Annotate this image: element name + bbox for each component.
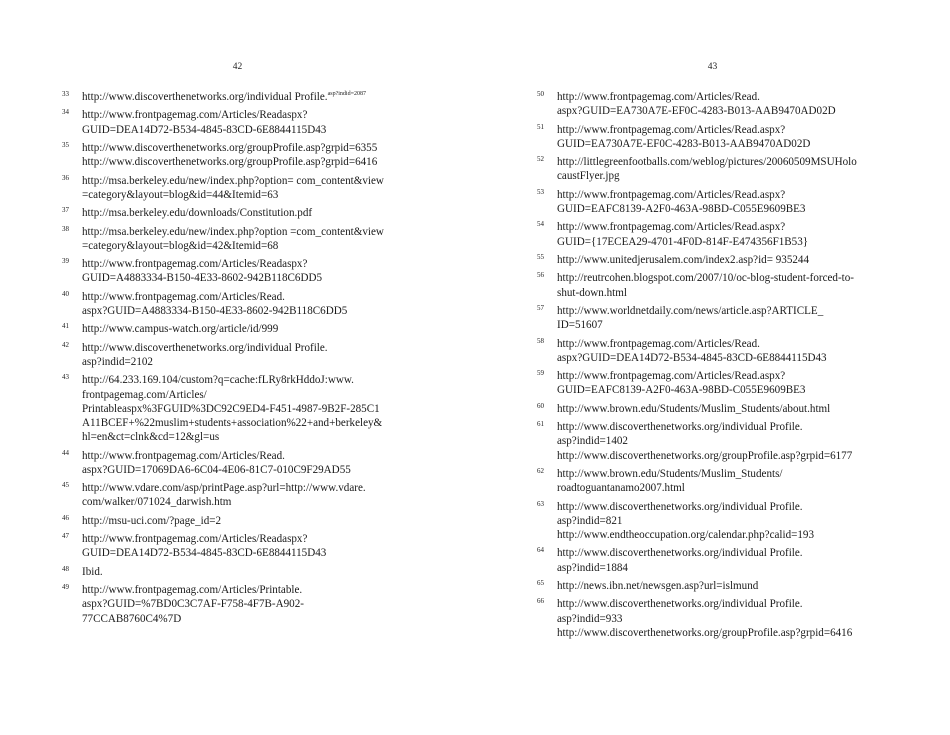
endnote-text: http://www.frontpagemag.com/Articles/Printable. <box>82 584 303 597</box>
endnote-text-line <box>82 290 432 304</box>
endnote-text: http://www.frontpagemag.com/Articles/Read. <box>557 337 760 350</box>
endnote-text: caustFlyer.jpg <box>557 170 620 183</box>
endnote-number: 39 <box>62 257 69 266</box>
endnote-number: 42 <box>62 340 69 349</box>
endnote-text-line <box>557 383 907 397</box>
endnote-text: shut-down.html <box>557 286 627 299</box>
endnote-text: http://littlegreenfootballs.com/weblog/pictures/20060509MSUHolo <box>557 156 857 169</box>
endnote-number: 33 <box>62 90 69 98</box>
endnote-text-line <box>557 402 907 416</box>
endnote-number: 56 <box>537 271 544 280</box>
endnote-text: http://www.frontpagemag.com/Articles/Read. <box>82 449 285 462</box>
endnote-superscript: asp?indid=2087 <box>327 91 366 97</box>
endnote-text: hl=en&ct=clnk&cd=12&gl=us <box>82 431 220 444</box>
endnote-text: http://www.endtheoccupation.org/calendar.php?calid=193 <box>557 528 815 541</box>
endnote-text-line <box>557 337 907 351</box>
endnote-text-line <box>82 188 432 202</box>
endnote-text: http://msa.berkeley.edu/downloads/Constitution.pdf <box>82 207 313 220</box>
endnote-text-line <box>82 206 432 220</box>
endnote-text: http://www.frontpagemag.com/Articles/Read. <box>557 91 760 103</box>
endnote-text: http://www.frontpagemag.com/Articles/Readaspx? <box>82 533 308 546</box>
endnote-number: 65 <box>537 578 544 587</box>
endnote-number: 64 <box>537 546 544 555</box>
endnote <box>62 481 432 509</box>
endnote-text-line <box>557 304 907 318</box>
endnote-text-line <box>557 202 907 216</box>
endnote-text-line <box>82 322 432 336</box>
endnote-text: http://64.233.169.104/custom?q=cache:fLRy8rkHddoJ:www. <box>82 374 354 387</box>
endnote-text: Ibid. <box>82 565 103 578</box>
endnote-text-line <box>82 239 432 253</box>
endnote <box>62 90 432 104</box>
endnote-text-line <box>82 565 432 579</box>
endnote-text-line <box>557 351 907 365</box>
endnote <box>62 373 432 444</box>
endnote-number: 63 <box>537 499 544 508</box>
endnote-text: http://www.discoverthenetworks.org/groupProfile.asp?grpid=6177 <box>557 449 853 462</box>
endnote-text: GUID=DEA14D72-B534-4845-83CD-6E8844115D43 <box>82 123 327 136</box>
endnote-text-line <box>82 546 432 560</box>
endnote-text-line <box>82 108 432 122</box>
endnote-text-line <box>557 188 907 202</box>
endnote-text: GUID=DEA14D72-B534-4845-83CD-6E8844115D43 <box>82 547 327 560</box>
endnote <box>537 337 907 365</box>
endnote-text: GUID=EA730A7E-EF0C-4283-B013-AAB9470AD02D <box>557 137 811 150</box>
endnote <box>62 341 432 369</box>
endnote <box>537 304 907 332</box>
endnote-text: http://www.frontpagemag.com/Articles/Readaspx? <box>82 109 308 122</box>
page-number: 43 <box>707 62 718 72</box>
endnote <box>537 123 907 151</box>
endnote-number: 62 <box>537 466 544 475</box>
endnote-number: 66 <box>537 597 544 606</box>
endnote-number: 46 <box>62 513 69 522</box>
endnote-number: 49 <box>62 583 69 592</box>
endnote-text-line <box>82 612 432 626</box>
endnote-text: Printableaspx%3FGUID%3DC92C9ED4-F451-4987-9B2F-285C1 <box>82 402 380 415</box>
endnote-text-line <box>82 373 432 387</box>
endnotes-list <box>62 90 432 630</box>
endnote <box>537 253 907 267</box>
endnote-text-line <box>557 449 907 463</box>
endnote-text-line <box>557 235 907 249</box>
endnote-text-line <box>82 388 432 402</box>
endnote-text-line <box>82 341 432 355</box>
endnote-text: http://www.discoverthenetworks.org/individual Profile. <box>82 341 328 354</box>
endnote <box>537 500 907 543</box>
endnote-text: com/walker/071024_darwish.htm <box>82 496 232 509</box>
endnote-text: GUID=EAFC8139-A2F0-463A-98BD-C055E9609BE3 <box>557 202 806 215</box>
endnote-text-line <box>557 579 907 593</box>
endnote-number: 43 <box>62 373 69 382</box>
endnote-text-line <box>557 253 907 267</box>
endnote-text-line <box>557 612 907 626</box>
endnote <box>537 597 907 640</box>
endnote-text-line <box>82 304 432 318</box>
right-page <box>475 0 950 735</box>
endnote <box>537 420 907 463</box>
endnote <box>537 579 907 593</box>
endnote-text-line <box>557 369 907 383</box>
endnote <box>537 467 907 495</box>
endnote-text: http://msu-uci.com/?page_id=2 <box>82 514 222 527</box>
endnote-text: http://www.frontpagemag.com/Articles/Read.aspx? <box>557 221 786 234</box>
endnote-text-line <box>82 514 432 528</box>
endnote-text: http://www.discoverthenetworks.org/groupProfile.asp?grpid=6416 <box>557 626 853 639</box>
endnote-text: GUID=EAFC8139-A2F0-463A-98BD-C055E9609BE3 <box>557 384 806 397</box>
endnote-text-line <box>557 318 907 332</box>
endnote-text: frontpagemag.com/Articles/ <box>82 388 207 401</box>
endnote <box>62 225 432 253</box>
endnote-text-line <box>557 271 907 285</box>
endnote-text: =category&layout=blog&id=44&Itemid=63 <box>82 188 279 201</box>
endnote-text: http://www.unitedjerusalem.com/index2.asp?id= 935244 <box>557 253 810 266</box>
endnote <box>62 322 432 336</box>
endnote <box>62 290 432 318</box>
endnote <box>62 565 432 579</box>
endnote <box>62 449 432 477</box>
endnote-text: aspx?GUID=DEA14D72-B534-4845-83CD-6E8844115D43 <box>557 351 827 364</box>
endnote <box>62 583 432 626</box>
endnote-text-line <box>557 286 907 300</box>
endnote-text: aspx?GUID=EA730A7E-EF0C-4283-B013-AAB9470AD02D <box>557 105 836 118</box>
endnote-number: 47 <box>62 532 69 541</box>
endnote-text: http://news.ibn.net/newsgen.asp?url=islmund <box>557 579 759 592</box>
endnote-text-line <box>557 528 907 542</box>
endnote-number: 50 <box>537 90 544 98</box>
endnote-number: 36 <box>62 173 69 182</box>
endnote-text-line <box>557 481 907 495</box>
endnote-text: ID=51607 <box>557 319 603 332</box>
endnote-text: GUID={17ECEA29-4701-4F0D-814F-E474356F1B53} <box>557 235 809 248</box>
endnote-text-line <box>82 416 432 430</box>
endnote-text-line <box>82 271 432 285</box>
endnote-text-line <box>557 104 907 118</box>
endnote <box>537 369 907 397</box>
endnote-text: aspx?GUID=17069DA6-6C04-4E06-81C7-010C9F29AD55 <box>82 463 351 476</box>
endnote-text-line <box>82 463 432 477</box>
endnote-text-line <box>82 355 432 369</box>
endnote-text-line <box>557 467 907 481</box>
endnote <box>62 174 432 202</box>
endnote-text-line <box>82 90 432 104</box>
endnote <box>537 220 907 248</box>
endnote <box>62 514 432 528</box>
endnote-text: http://www.discoverthenetworks.org/individual Profile. <box>557 547 803 560</box>
endnote-text-line <box>557 434 907 448</box>
endnote-number: 58 <box>537 336 544 345</box>
endnote-text: 77CCAB8760C4%7D <box>82 612 182 625</box>
endnote-number: 61 <box>537 420 544 429</box>
endnote-text-line <box>557 561 907 575</box>
endnote-text: http://www.frontpagemag.com/Articles/Read.aspx? <box>557 370 786 383</box>
endnote-number: 51 <box>537 122 544 131</box>
endnote-text: asp?indid=821 <box>557 514 623 527</box>
endnote-text-line <box>557 514 907 528</box>
endnote-number: 45 <box>62 481 69 490</box>
endnote-text: http://reutrcohen.blogspot.com/2007/10/oc-blog-student-forced-to- <box>557 272 854 285</box>
endnote <box>62 206 432 220</box>
endnote-text: http://www.campus-watch.org/article/id/999 <box>82 323 279 336</box>
endnote-number: 38 <box>62 224 69 233</box>
endnote-number: 48 <box>62 564 69 573</box>
endnote-text-line <box>82 141 432 155</box>
endnote <box>62 257 432 285</box>
endnote-text-line <box>557 220 907 234</box>
endnote-number: 53 <box>537 187 544 196</box>
endnote-text-line <box>557 137 907 151</box>
endnote <box>537 188 907 216</box>
endnote-text-line <box>557 90 907 104</box>
endnote-text: aspx?GUID=A4883334-B150-4E33-8602-942B118C6DD5 <box>82 304 348 317</box>
endnote-text: A11BCEF+%22muslim+students+association%22+and+berkeley& <box>82 416 383 429</box>
endnote-text: http://www.frontpagemag.com/Articles/Read. <box>82 290 285 303</box>
endnote-text: http://www.brown.edu/Students/Muslim_Students/ <box>557 467 783 480</box>
endnote <box>62 532 432 560</box>
endnote-number: 40 <box>62 289 69 298</box>
endnote-number: 44 <box>62 448 69 457</box>
endnote-text: roadtoguantanamo2007.html <box>557 482 685 495</box>
endnote-text: http://www.frontpagemag.com/Articles/Read.aspx? <box>557 188 786 201</box>
endnote-text-line <box>557 123 907 137</box>
endnote-text: asp?indid=1402 <box>557 435 628 448</box>
endnote-text-line <box>557 597 907 611</box>
endnote-number: 52 <box>537 155 544 164</box>
endnote-text-line <box>82 225 432 239</box>
endnotes-list <box>537 90 907 644</box>
endnote-text-line <box>557 546 907 560</box>
endnote-text-line <box>82 495 432 509</box>
endnote-text: http://msa.berkeley.edu/new/index.php?option =com_content&view <box>82 225 384 238</box>
endnote <box>62 141 432 169</box>
endnote-text-line <box>82 449 432 463</box>
endnote <box>537 271 907 299</box>
endnote-text-line <box>557 500 907 514</box>
endnote-number: 57 <box>537 303 544 312</box>
endnote-text: aspx?GUID=%7BD0C3C7AF-F758-4F7B-A902- <box>82 598 304 611</box>
endnote-text: http://www.discoverthenetworks.org/individual Profile. <box>557 421 803 434</box>
endnote <box>537 546 907 574</box>
endnote-text-line <box>82 123 432 137</box>
endnote-text: http://www.discoverthenetworks.org/groupProfile.asp?grpid=6355 <box>82 141 378 154</box>
endnote-text-line <box>557 626 907 640</box>
endnote-text-line <box>82 402 432 416</box>
endnote-number: 41 <box>62 322 69 331</box>
endnote-text: =category&layout=blog&id=42&Itemid=68 <box>82 239 279 252</box>
endnote-text-line <box>557 420 907 434</box>
endnote-text: http://www.vdare.com/asp/printPage.asp?url=http://www.vdare. <box>82 482 366 495</box>
endnote-text: http://www.discoverthenetworks.org/individual Profile. <box>557 500 803 513</box>
endnote-number: 55 <box>537 252 544 261</box>
endnote <box>537 90 907 118</box>
endnote-text: http://www.discoverthenetworks.org/individual Profile. <box>557 598 803 611</box>
endnote-text-line <box>82 583 432 597</box>
endnote-text: http://www.discoverthenetworks.org/groupProfile.asp?grpid=6416 <box>82 156 378 169</box>
endnote-text-line <box>82 257 432 271</box>
endnote-number: 59 <box>537 369 544 378</box>
endnote-text-line <box>82 597 432 611</box>
endnote-text-line <box>557 155 907 169</box>
endnote-number: 54 <box>537 220 544 229</box>
endnote-text: http://www.brown.edu/Students/Muslim_Students/about.html <box>557 402 831 415</box>
endnote-text-line <box>82 155 432 169</box>
endnote-text: http://www.frontpagemag.com/Articles/Readaspx? <box>82 258 308 271</box>
endnote-number: 34 <box>62 108 69 117</box>
endnote-text-line <box>557 169 907 183</box>
page-number: 42 <box>232 62 243 72</box>
endnote <box>62 108 432 136</box>
endnote-text-line <box>82 430 432 444</box>
endnote-text: http://www.discoverthenetworks.org/individual Profile. <box>82 91 328 103</box>
endnote-text-line <box>82 174 432 188</box>
endnote-number: 37 <box>62 206 69 215</box>
endnote-text: GUID=A4883334-B150-4E33-8602-942B118C6DD5 <box>82 272 323 285</box>
endnote-text-line <box>82 481 432 495</box>
endnote-text: asp?indid=1884 <box>557 561 628 574</box>
endnote-text: http://www.frontpagemag.com/Articles/Read.aspx? <box>557 123 786 136</box>
endnote-text: asp?indid=933 <box>557 612 623 625</box>
endnote-number: 60 <box>537 401 544 410</box>
endnote-text: http://www.worldnetdaily.com/news/article.asp?ARTICLE_ <box>557 304 824 317</box>
endnote <box>537 155 907 183</box>
endnote-text: asp?indid=2102 <box>82 355 153 368</box>
endnote-text: http://msa.berkeley.edu/new/index.php?option= com_content&view <box>82 174 384 187</box>
endnote-text-line <box>82 532 432 546</box>
endnote <box>537 402 907 416</box>
endnote-number: 35 <box>62 140 69 149</box>
